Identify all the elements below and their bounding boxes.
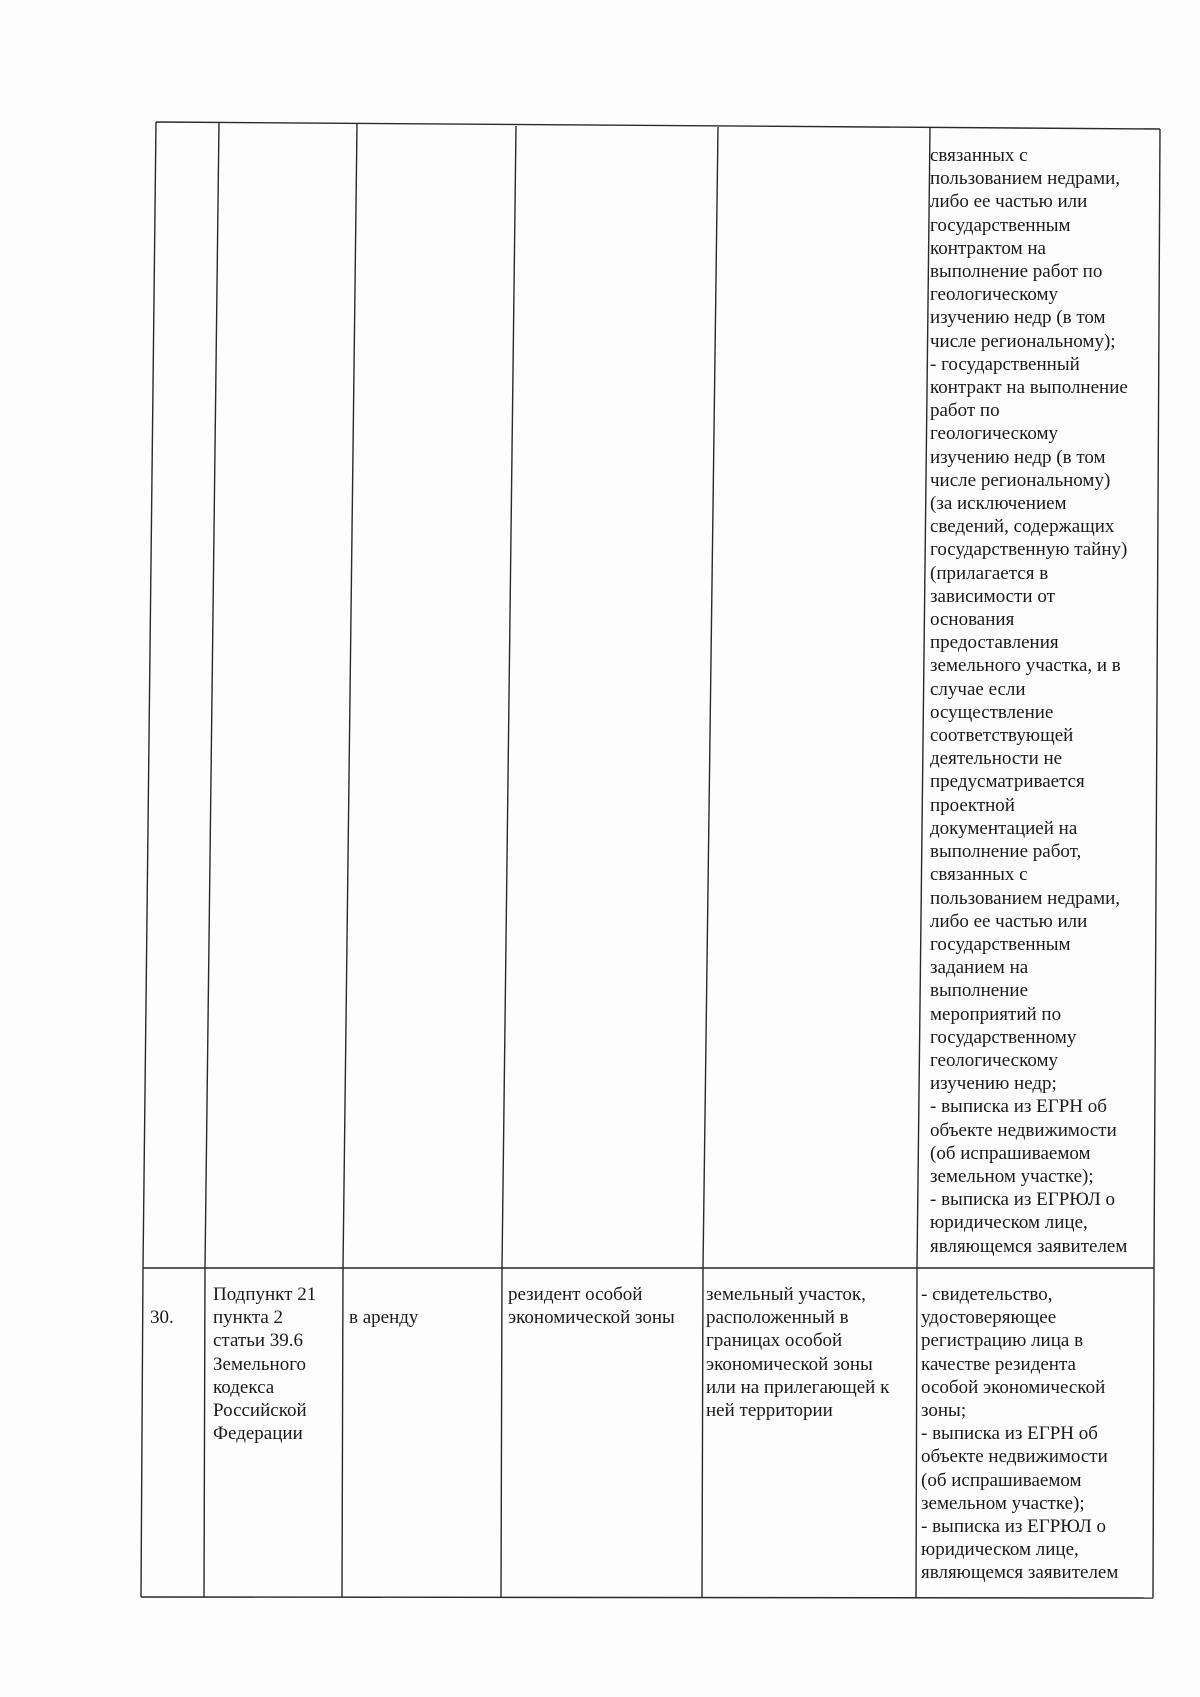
documents-text-line: изучению недр (в том [930, 307, 1106, 329]
documents-text-line: геологическому [930, 1049, 1058, 1071]
documents-text-line: являющемся заявителем [921, 1562, 1119, 1584]
documents-text-line: - выписка из ЕГРЮЛ о [921, 1516, 1107, 1538]
land-plot-text-line: границах особой [706, 1330, 843, 1352]
documents-text-line: выполнение работ, [930, 841, 1082, 863]
documents-text-line: выполнение [930, 980, 1029, 1002]
land-plot-text-line: ней территории [706, 1400, 833, 1422]
right-type: в аренду [349, 1307, 419, 1329]
legal-basis-text-line: кодекса [213, 1376, 275, 1398]
documents-text-line: государственным [930, 214, 1071, 236]
documents-text-line: числе региональному) [930, 469, 1111, 491]
documents-text-line: являющемся заявителем [930, 1235, 1128, 1257]
documents-text-line: зависимости от [930, 585, 1055, 607]
documents-text-line: государственным [930, 933, 1071, 955]
documents-text-line: пользованием недрами, [930, 168, 1121, 190]
documents-text-line: заданием на [930, 957, 1029, 979]
documents-text-line: удостоверяющее [921, 1307, 1057, 1329]
documents-text-line: государственному [930, 1026, 1077, 1048]
documents-cell [921, 1283, 1156, 1585]
land-plot-text-line: земельный участок, [706, 1284, 866, 1305]
documents-text-line: контрактом на [930, 237, 1046, 259]
documents-text-line: объекте недвижимости [930, 1119, 1117, 1141]
applicant-text-line: резидент особой [508, 1284, 643, 1305]
row-number: 30. [150, 1307, 174, 1329]
land-plot-text-line: экономической зоны [706, 1353, 873, 1375]
documents-text-line: геологическому [930, 284, 1058, 306]
documents-text-line: (об испрашиваемом [921, 1469, 1082, 1491]
documents-text-line: земельном участке); [921, 1492, 1085, 1514]
documents-text-line: государственную тайну) [930, 539, 1128, 561]
documents-text-line: проектной [930, 794, 1015, 816]
documents-text-line: (за исключением [930, 493, 1067, 515]
documents-text-line: пользованием недрами, [930, 887, 1121, 909]
documents-text-line: - государственный [930, 353, 1080, 375]
legal-basis-text-line: Земельного [213, 1353, 307, 1375]
legal-basis-text-line: Подпункт 21 [213, 1284, 317, 1305]
documents-text-line: - выписка из ЕГРЮЛ о [930, 1189, 1116, 1211]
documents-text-line: объекте недвижимости [921, 1446, 1108, 1468]
documents-text-line: либо ее частью или [930, 910, 1088, 932]
documents-text-line: особой экономической [921, 1376, 1106, 1398]
documents-text-line: геологическому [930, 423, 1058, 445]
documents-text-line: юридическом лице, [930, 1212, 1088, 1234]
documents-text-line: - свидетельство, [921, 1284, 1053, 1305]
row-number-cell [150, 1283, 200, 1353]
legal-basis-cell [213, 1283, 341, 1445]
legal-basis-text-line: Федерации [213, 1423, 303, 1445]
documents-text-line: связанных с [930, 145, 1028, 166]
documents-text-line: зоны; [921, 1400, 967, 1422]
documents-text-line: мероприятий по [930, 1003, 1062, 1025]
right-type-cell [349, 1283, 491, 1353]
land-plot-cell [706, 1283, 916, 1422]
documents-text-line: изучению недр (в том [930, 446, 1106, 468]
legal-basis-text-line: пункта 2 [213, 1307, 284, 1329]
documents-text-line: деятельности не [930, 748, 1063, 770]
documents-text-line: земельном участке); [930, 1165, 1094, 1187]
documents-text-line: юридическом лице, [921, 1539, 1079, 1561]
applicant-cell [508, 1283, 708, 1329]
documents-text-line: - выписка из ЕГРН об [921, 1423, 1098, 1445]
documents-text-line: осуществление [930, 701, 1054, 723]
documents-text-line: земельного участка, и в [930, 655, 1121, 677]
documents-text-line: предусматривается [930, 771, 1085, 793]
land-plot-text-line: расположенный в [706, 1307, 849, 1329]
legal-basis-text-line: Российской [213, 1400, 307, 1422]
documents-text-line: (об испрашиваемом [930, 1142, 1091, 1164]
documents-text-line: связанных с [930, 864, 1028, 886]
documents-text-line: основания [930, 609, 1015, 631]
documents-text-line: документацией на [930, 817, 1078, 839]
documents-text-line: предоставления [930, 632, 1059, 654]
documents-text-line: выполнение работ по [930, 261, 1103, 283]
land-plot-text-line: или на прилегающей к [706, 1376, 890, 1398]
documents-text-line: качестве резидента [921, 1353, 1076, 1375]
applicant-text-line: экономической зоны [508, 1307, 675, 1329]
documents-text-line: контракт на выполнение [930, 377, 1128, 399]
documents-text-line: регистрацию лица в [921, 1330, 1084, 1352]
documents-cell-continuation [930, 144, 1154, 1258]
documents-text-line: (прилагается в [930, 562, 1049, 584]
documents-text-line: работ по [930, 400, 1000, 422]
documents-text-line: - выписка из ЕГРН об [930, 1096, 1107, 1118]
documents-text-line: соответствующей [930, 725, 1074, 747]
documents-text-line: изучению недр; [930, 1073, 1057, 1095]
documents-text-line: случае если [930, 678, 1026, 700]
legal-basis-text-line: статьи 39.6 [213, 1330, 304, 1352]
documents-text-line: либо ее частью или [930, 191, 1088, 213]
documents-text-line: числе региональному); [930, 330, 1116, 352]
documents-text-line: сведений, содержащих [930, 516, 1115, 538]
